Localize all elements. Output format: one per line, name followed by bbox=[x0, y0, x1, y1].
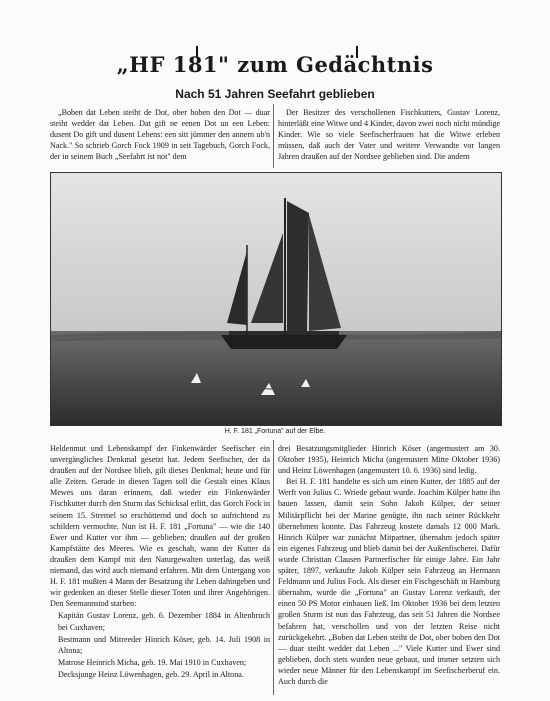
paragraph: Der Besitzer des verschollenen Fischkutters, Gustav Lorenz, hinterläßt eine Witwe und 4 Kinder, davon zwei noch nicht mündige Kinder. Wie so viele Seefischerfrauen hat die Witwe erleben müssen, daß auch der Vater und weitere Verwandte vor langen Jahren draußen auf der Nordsee geblieben sind. Die andern bbox=[278, 108, 500, 162]
sailboat-photo bbox=[50, 172, 502, 426]
paragraph: Bei H. F. 181 handelte es sich um einen Kutter, der 1885 auf der Werft von Julius C. Wriede gebaut wurde. Joachim Külper hatte ihn bauen lassen, damit sein Sohn Jakob Külper, der seiner Militärpflicht bei der Marine genügte, ihn nach seiner Rückkehr übernehmen konnte. Das Fahrzeug kostete damals 12 000 Mark. Hinrich Külper war zunächst Mitpartner, übernahm jedoch später ein eigenes Fahrzeug und blieb damit bei der Außenfischerei. Dafür wurde Christian Clausen Partnerfischer für einige Jahre. Ein Jahr später, 1897, verkaufte Jakob Külper sein Fahrzeug an Hermann Feldmann und Julius Fock. Als dieser ein Fischgeschäft in Hamburg übernahm, wurde die „Fortuna" an Gustav Lorenz verkauft, der einen 50 PS Motor einbauen ließ. Im Oktober 1936 bei dem letzten großen Sturm ist nun das Fahrzeug, das seit 51 Jahren die Nordsee befahren hat, verschollen und von der letzten Reise nicht zurückgekehrt. „Boben dat Leben steiht de Dot, ober boben den Dot — duar steiht wedder dat Leben ..." Viele Kutter und Ewer sind geblieben, doch stets wurden neue gebaut, und immer setzten sich wieder neue Männer für den Lebenskampf im Seefischerberuf ein. Auch durch die bbox=[278, 477, 500, 686]
paragraph: drei Besatzungsmitglieder Hinrich Köser (angemustert am 30. Oktober 1935), Heinrich Micha (angemustert Mitte Oktober 1936) und Heinz Löwenhagen (angemustert 10. 6. 1936) sind ledig. bbox=[278, 444, 500, 476]
column-right-bottom bbox=[278, 443, 500, 687]
crew-member: Bestmann und Mitreeder Hinrich Köser, geb. 14. Juli 1908 in Altona; bbox=[58, 634, 270, 655]
crew-member: Matrose Heinrich Micha, geb. 19. Mai 1910 in Cuxhaven; bbox=[58, 657, 247, 667]
column-divider bbox=[273, 104, 274, 168]
sailboat-image bbox=[51, 173, 501, 425]
paragraph: Heldenmut und Lebenskampf der Finkenwärder Seefischer ein unvergängliches Denkmal gesetzt hat. Jedem Seefischer, der da draußen auf der Nordsee blieb, gilt dieses Denkmal; heute und für alle Zeiten. Gerade in diesen Tagen soll die Gestalt eines Klaus Mewes uns daran erinnern, daß wieder ein Finkenwärder Fischkutter durch den Sturm das Schicksal erlitt, das Gorch Fock in seinem 15. Stremel so erschütternd und doch so aufrichtend zu schildern vermochte. Nun ist H. F. 181 „Fortuna" — wie die 140 Ewer und Kutter vor ihm — geblieben; draußen auf der großen Kampfstätte des Meeres. Wie es geschah, wann der Kutter da draußen dem Kampf mit den Naturgewalten unterlag, das weiß niemand, das wird auch niemand erfahren. Mit dem Untergang von H. F. 181 mußten 4 Mann der Besatzung ihr Leben dahingeben und wir gedenken an dieser Stelle dieser Toten und ihrer Angehörigen. Den Seemannstod starben: bbox=[50, 444, 270, 609]
column-left-bottom bbox=[50, 443, 270, 680]
column-right-top bbox=[278, 107, 500, 162]
photo-caption: H. F. 181 „Fortuna" auf der Elbe. bbox=[224, 428, 326, 435]
paragraph: „Boben dat Leben steiht de Dot, ober boben den Dot — duar steiht wedder dat Leben. Dat gift ne eenen Dot un een Leben: dusent Do gift und dusent Lebens: een sitt jümmer den annern ub'n Nack." So schrieb Gorch Fock 1909 in seit Tagebuch, Gorch Fock, der in seinem Buch „Seefahrt ist not" dem bbox=[50, 108, 270, 162]
crew-member: Decksjunge Heinz Löwenhagen, geb. 29. April in Altona. bbox=[58, 669, 244, 679]
column-divider bbox=[273, 440, 274, 695]
subheadline: Nach 51 Jahren Seefahrt geblieben bbox=[175, 87, 375, 101]
crew-member: Kapitän Gustav Lorenz, geb. 6. Dezember 1884 in Altenbruch bei Cuxhaven; bbox=[58, 611, 270, 632]
headline: „HF 181" zum Gedächtnis bbox=[116, 52, 434, 77]
column-left-top bbox=[50, 107, 270, 162]
